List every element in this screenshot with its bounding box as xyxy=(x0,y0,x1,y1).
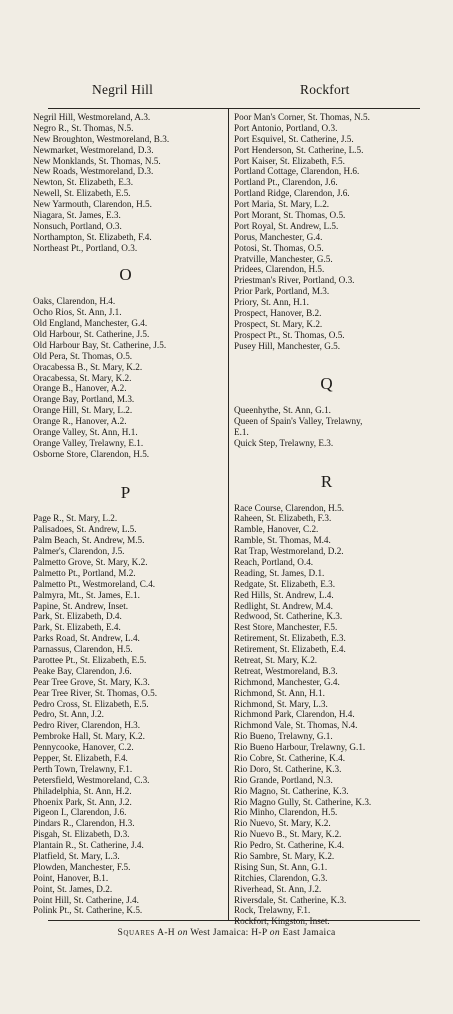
index-entry: Pepper, St. Elizabeth, F.4. xyxy=(33,752,128,763)
index-entry: Peake Bay, Clarendon, J.6. xyxy=(33,665,132,676)
index-entry: Pembroke Hall, St. Mary, K.2. xyxy=(33,731,145,742)
section-spacer xyxy=(33,503,218,514)
index-entry: Pratville, Manchester, G.5. xyxy=(234,253,333,264)
header-right-guide-word: Rockfort xyxy=(300,82,350,97)
index-entry: Negril Hill, Westmoreland, A.3. xyxy=(33,112,151,122)
index-entry: Portland Ridge, Clarendon, J.6. xyxy=(234,188,350,199)
index-entry: Prospect, Hanover, B.2. xyxy=(234,308,322,319)
index-entry: Oracabessa, St. Mary, K.2. xyxy=(33,372,132,383)
index-entry: Race Course, Clarendon, H.5. xyxy=(234,502,344,513)
index-entry: Old Pera, St. Thomas, O.5. xyxy=(33,350,133,361)
footer-east-label: East Jamaica xyxy=(282,928,336,938)
section-letter-o: O xyxy=(119,265,132,285)
section-spacer xyxy=(33,254,218,265)
index-entry: Pear Tree River, St. Thomas, O.5. xyxy=(33,687,157,698)
index-entry: Pindars R., Clarendon, H.3. xyxy=(33,818,135,829)
index-entry: Park, St. Elizabeth, E.4. xyxy=(33,622,121,633)
index-entry: Orange Hill, St. Mary, L.2. xyxy=(33,405,133,416)
index-entry: Port Maria, St. Mary, L.2. xyxy=(234,199,330,210)
index-entry: Palmetto Grove, St. Mary, K.2. xyxy=(33,556,148,567)
index-entry: Ritchies, Clarendon, G.3. xyxy=(234,872,328,883)
index-entry: Richmond Vale, St. Thomas, N.4. xyxy=(234,720,358,731)
index-entry: Rat Trap, Westmoreland, D.2. xyxy=(234,546,344,557)
index-entry: Palm Beach, St. Andrew, M.5. xyxy=(33,535,145,546)
index-entry: Queenhythe, St. Ann, G.1. xyxy=(234,405,331,416)
index-entry: Poor Man's Corner, St. Thomas, N.5. xyxy=(234,112,370,122)
index-entry: E.1. xyxy=(234,427,249,438)
index-entry: Rio Minho, Clarendon, H.5. xyxy=(234,807,338,818)
index-entry: Old Harbour Bay, St. Catherine, J.5. xyxy=(33,339,167,350)
index-entry: Port Antonio, Portland, O.3. xyxy=(234,122,338,133)
index-entry: Prospect Pt., St. Thomas, O.5. xyxy=(234,329,345,340)
index-entry: Negro R., St. Thomas, N.5. xyxy=(33,122,134,133)
index-entry: Pedro Cross, St. Elizabeth, E.5. xyxy=(33,698,149,709)
index-entry: Pusey Hill, Manchester, G.5. xyxy=(234,340,341,351)
index-entry: Page R., St. Mary, L.2. xyxy=(33,513,118,524)
index-entry: Polink Pt., St. Catherine, K.5. xyxy=(33,905,143,916)
index-entry: Parks Road, St. Andrew, L.4. xyxy=(33,633,140,644)
index-entry: Priestman's River, Portland, O.3. xyxy=(234,275,355,286)
index-entry: Newmarket, Westmoreland, D.3. xyxy=(33,144,154,155)
index-entry: Richmond, Manchester, G.4. xyxy=(234,676,340,687)
index-entry: Palmer's, Clarendon, J.5. xyxy=(33,546,125,557)
index-entry: Porus, Manchester, G.4. xyxy=(234,231,323,242)
footer-east-range: H-P xyxy=(251,928,268,938)
index-entry: Point, Hanover, B.1. xyxy=(33,872,109,883)
index-entry: Rio Nuevo B., St. Mary, K.2. xyxy=(234,829,342,840)
index-entry: Potosi, St. Thomas, O.5. xyxy=(234,242,324,253)
index-entry: Ramble, St. Thomas, M.4. xyxy=(234,535,331,546)
index-entry: Port Henderson, St. Catherine, L.5. xyxy=(234,144,364,155)
index-entry: Parottee Pt., St. Elizabeth, E.5. xyxy=(33,654,147,665)
left-column xyxy=(33,112,218,916)
index-entry: New Broughton, Westmoreland, B.3. xyxy=(33,133,170,144)
index-entry: Redwood, St. Catherine, K.3. xyxy=(234,611,343,622)
index-entry: Rio Grande, Portland, N.3. xyxy=(234,774,333,785)
index-entry: Port Kaiser, St. Elizabeth, F.5. xyxy=(234,155,345,166)
index-entry: Point, St. James, D.2. xyxy=(33,883,113,894)
index-entry: Reading, St. James, D.1. xyxy=(234,567,325,578)
index-entry: Papine, St. Andrew, Inset. xyxy=(33,600,129,611)
header-left-guide-word: Negril Hill xyxy=(92,82,154,97)
section-spacer xyxy=(234,460,419,471)
index-entry: Orange Bay, Portland, M.3. xyxy=(33,394,135,405)
section-letter-r: R xyxy=(320,471,333,491)
index-entry: Philadelphia, St. Ann, H.2. xyxy=(33,785,132,796)
index-entry: Orange R., Hanover, A.2. xyxy=(33,416,127,427)
index-entry: Pear Tree Grove, St. Mary, K.3. xyxy=(33,676,150,687)
index-entry: Port Morant, St. Thomas, O.5. xyxy=(234,210,346,221)
index-entry: New Roads, Westmoreland, D.3. xyxy=(33,166,154,177)
bottom-rule xyxy=(48,920,420,921)
footer-on-2: on xyxy=(269,928,280,938)
section-spacer xyxy=(234,492,419,503)
index-entry: Rio Magno Gully, St. Catherine, K.3. xyxy=(234,796,372,807)
index-entry: New Yarmouth, Clarendon, H.5. xyxy=(33,199,152,210)
index-entry: Rio Sambre, St. Mary, K.2. xyxy=(234,851,335,861)
section-letter-p: P xyxy=(120,482,131,502)
index-entry: Pedro River, Clarendon, H.3. xyxy=(33,720,141,731)
column-divider xyxy=(228,108,229,920)
index-entry: Queen of Spain's Valley, Trelawny, xyxy=(234,416,363,427)
index-entry: Park, St. Elizabeth, D.4. xyxy=(33,611,122,622)
index-entry: Parnassus, Clarendon, H.5. xyxy=(33,644,133,655)
index-entry: Portland Pt., Clarendon, J.6. xyxy=(234,177,338,188)
footer-west-range: A-H xyxy=(157,928,175,938)
section-spacer xyxy=(234,449,419,460)
index-entry: Old Harbour, St. Catherine, J.5. xyxy=(33,329,150,340)
index-entry: Riverhead, St. Ann, J.2. xyxy=(234,883,322,894)
index-entry: Rest Store, Manchester, F.5. xyxy=(234,622,338,633)
footer-note xyxy=(0,928,453,938)
index-entry: Richmond, St. Ann, H.1. xyxy=(234,687,325,698)
index-entry: Redgate, St. Elizabeth, E.3. xyxy=(234,578,336,589)
index-entry: Osborne Store, Clarendon, H.5. xyxy=(33,448,150,459)
index-entry: Rock, Trelawny, F.1. xyxy=(234,905,311,916)
index-entry: Rio Magno, St. Catherine, K.3. xyxy=(234,785,349,796)
index-entry: Rio Bueno Harbour, Trelawny, G.1. xyxy=(234,742,366,753)
index-entry: Reach, Portland, O.4. xyxy=(234,556,314,567)
index-entry: Northeast Pt., Portland, O.3. xyxy=(33,242,138,253)
index-entry: Newton, St. Elizabeth, E.3. xyxy=(33,177,134,188)
index-entry: Plowden, Manchester, F.5. xyxy=(33,861,131,872)
index-entry: Orange Valley, Trelawny, E.1. xyxy=(33,437,144,448)
index-entry: Riversdale, St. Catherine, K.3. xyxy=(234,894,347,905)
index-entry: Point Hill, St. Catherine, J.4. xyxy=(33,894,139,905)
index-entry: Rio Cobre, St. Catherine, K.4. xyxy=(234,752,346,763)
index-entry: Northampton, St. Elizabeth, F.4. xyxy=(33,231,152,242)
index-entry: Quick Step, Trelawny, E.3. xyxy=(234,437,334,448)
index-entry: Nonsuch, Portland, O.3. xyxy=(33,220,122,231)
index-entry: Pigeon I., Clarendon, J.6. xyxy=(33,807,127,818)
index-entry: Orange B., Hanover, A.2. xyxy=(33,383,127,394)
index-entry: Palmyra, Mt., St. James, E.1. xyxy=(33,589,140,600)
index-entry: New Monklands, St. Thomas, N.5. xyxy=(33,155,161,166)
index-entry: Ramble, Hanover, C.2. xyxy=(234,524,319,535)
section-spacer xyxy=(33,460,218,471)
index-entry: Raheen, St. Elizabeth, F.3. xyxy=(234,513,332,524)
index-entry: Redlight, St. Andrew, M.4. xyxy=(234,600,333,611)
index-entry: Retirement, St. Elizabeth, E.3. xyxy=(234,633,346,644)
index-entry: Priory, St. Ann, H.1. xyxy=(234,297,309,308)
index-entry: Port Royal, St. Andrew, L.5. xyxy=(234,220,339,231)
index-entry: Palmetto Pt., Portland, M.2. xyxy=(33,567,136,578)
index-entry: Platfield, St. Mary, L.3. xyxy=(33,851,120,861)
index-entry: Richmond Park, Clarendon, H.4. xyxy=(234,709,355,720)
index-entry: Rio Pedro, St. Catherine, K.4. xyxy=(234,840,344,851)
index-entry: Oracabessa B., St. Mary, K.2. xyxy=(33,361,143,372)
index-entry: Plantain R., St. Catherine, J.4. xyxy=(33,840,144,851)
index-entry: Retirement, St. Elizabeth, E.4. xyxy=(234,644,346,655)
index-entry: Red Hills, St. Andrew, L.4. xyxy=(234,589,334,600)
index-entry: Rio Doro, St. Catherine, K.3. xyxy=(234,763,342,774)
index-entry: Rio Bueno, Trelawny, G.1. xyxy=(234,731,333,742)
index-entry: Retreat, Westmoreland, B.3. xyxy=(234,665,338,676)
index-entry: Pedro, St. Ann, J.2. xyxy=(33,709,104,720)
section-letter-q: Q xyxy=(320,374,333,394)
section-spacer xyxy=(33,285,218,296)
section-spacer xyxy=(234,362,419,373)
index-entry: Oaks, Clarendon, H.4. xyxy=(33,296,116,307)
index-entry: Palisadoes, St. Andrew, L.5. xyxy=(33,524,137,535)
index-entry: Palmetto Pt., Westmoreland, C.4. xyxy=(33,578,156,589)
index-entry: Richmond, St. Mary, L.3. xyxy=(234,698,328,709)
footer-west-label: West Jamaica: xyxy=(190,928,249,938)
index-entry: Rising Sun, St. Ann, G.1. xyxy=(234,861,328,872)
index-entry: Retreat, St. Mary, K.2. xyxy=(234,654,318,665)
index-entry: Niagara, St. James, E.3. xyxy=(33,210,121,221)
index-entry: Rio Nuevo, St. Mary, K.2. xyxy=(234,818,331,829)
index-entry: Pennycooke, Hanover, C.2. xyxy=(33,742,134,753)
footer-on-1: on xyxy=(177,928,188,938)
index-entry: Newell, St. Elizabeth, E.5. xyxy=(33,188,131,199)
index-entry: Pisgah, St. Elizabeth, D.3. xyxy=(33,829,130,840)
index-entry: Petersfield, Westmoreland, C.3. xyxy=(33,774,150,785)
index-entry: Pridees, Clarendon, H.5. xyxy=(234,264,325,275)
index-entry: Portland Cottage, Clarendon, H.6. xyxy=(234,166,360,177)
index-entry: Perth Town, Trelawny, F.1. xyxy=(33,763,133,774)
top-rule xyxy=(48,108,420,109)
section-spacer xyxy=(234,352,419,363)
section-spacer xyxy=(234,394,419,405)
index-entry: Old England, Manchester, G.4. xyxy=(33,318,148,329)
index-entry: Orange Valley, St. Ann, H.1. xyxy=(33,427,138,438)
index-entry: Prior Park, Portland, M.3. xyxy=(234,286,330,297)
index-entry: Rockfort, Kingston, Inset. xyxy=(234,916,330,927)
index-entry: Prospect, St. Mary, K.2. xyxy=(234,318,323,329)
index-entry: Port Esquivel, St. Catherine, J.5. xyxy=(234,133,354,144)
index-entry: Phoenix Park, St. Ann, J.2. xyxy=(33,796,132,807)
footer-squares-label: Squares xyxy=(117,928,155,938)
section-spacer xyxy=(33,471,218,482)
right-column xyxy=(234,112,419,927)
index-entry: Ocho Rios, St. Ann, J.1. xyxy=(33,307,122,318)
